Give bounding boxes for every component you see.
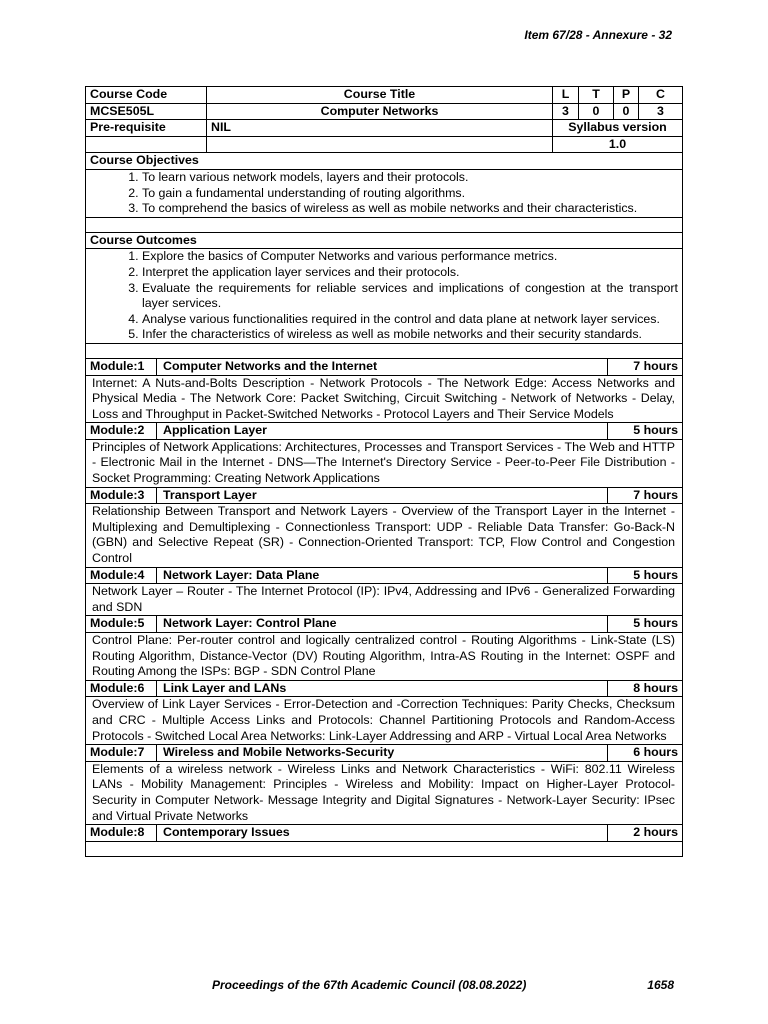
module-header-cell <box>86 680 683 697</box>
prerequisite-value: NIL <box>207 120 553 137</box>
prerequisite-label: Pre-requisite <box>86 120 207 137</box>
p-label: P <box>614 87 639 104</box>
page-number: 1658 <box>647 978 674 992</box>
module-header <box>86 681 682 697</box>
module-hours: 2 hours <box>607 825 682 841</box>
objectives-row <box>86 169 683 217</box>
module-hours: 7 hours <box>607 488 682 504</box>
outcome-item: 4. Analyse various functionalities required in the control and data plane at network layer services. <box>142 312 678 328</box>
outcome-item: 5. Infer the characteristics of wireless as well as mobile networks and their security standards. <box>142 327 678 343</box>
module-content-row <box>86 584 683 616</box>
outcomes-heading-row <box>86 232 683 249</box>
t-label: T <box>579 87 614 104</box>
module-content: Principles of Network Applications: Architectures, Processes and Transport Services - The Web and HTTP - Electronic Mail in the Internet - DNS—The Internet's Directory Service - Peer-to-Peer File Distribution - Socket Programming: Creating Network Applications <box>86 439 683 487</box>
spacer-row <box>86 217 683 232</box>
course-code: MCSE505L <box>86 103 207 120</box>
module-number: Module:4 <box>86 568 157 584</box>
module-header-row <box>86 567 683 584</box>
module-header-cell <box>86 825 683 842</box>
module-header-cell <box>86 567 683 584</box>
objectives-heading: Course Objectives <box>86 153 683 170</box>
module-number: Module:6 <box>86 681 157 697</box>
empty-cell <box>86 136 207 153</box>
module-content <box>86 841 683 856</box>
module-header-cell <box>86 745 683 762</box>
module-title: Contemporary Issues <box>163 825 290 840</box>
objective-item: 1. To learn various network models, layers and their protocols. <box>142 170 678 186</box>
module-header <box>86 568 682 584</box>
module-content: Network Layer – Router - The Internet Protocol (IP): IPv4, Addressing and IPv6 - Generalized Forwarding and SDN <box>86 584 683 616</box>
spacer-cell <box>86 217 683 232</box>
module-content-row <box>86 697 683 745</box>
module-number: Module:1 <box>86 359 157 375</box>
course-title-label: Course Title <box>207 87 553 104</box>
module-hours: 7 hours <box>607 359 682 375</box>
module-content: Elements of a wireless network - Wireless Links and Network Characteristics - WiFi: 802.11 Wireless LANs - Mobility Management: Principles - Wireless and Mobility: Impact on Higher-Layer Protocol- Security in Computer Network- Message Integrity and Digital Signatures - Network-Layer Security: IPsec and Virtual Private Networks <box>86 761 683 824</box>
module-content-row <box>86 375 683 423</box>
outcome-item: 1. Explore the basics of Computer Networks and various performance metrics. <box>142 249 678 265</box>
course-header-row <box>86 87 683 104</box>
module-title: Computer Networks and the Internet <box>163 358 378 373</box>
outcome-item: 3. Evaluate the requirements for reliable services and implications of congestion at the transport layer services. <box>142 281 678 312</box>
outcomes-list <box>90 249 678 343</box>
module-header <box>86 616 682 632</box>
proceedings-text: Proceedings of the 67th Academic Council (08.08.2022) <box>212 978 527 992</box>
module-hours: 5 hours <box>607 568 682 584</box>
l-value: 3 <box>553 103 579 120</box>
module-header-cell <box>86 423 683 440</box>
module-content-row <box>86 761 683 824</box>
module-content: Overview of Link Layer Services - Error-Detection and -Correction Techniques: Parity Checks, Checksum and CRC - Multiple Access Links and Protocols: Channel Partitioning Protocols and Random-Access Protocols - Switched Local Area Networks: Link-Layer Addressing and ARP - Virtual Local Area Networks <box>86 697 683 745</box>
annexure-reference: Item 67/28 - Annexure - 32 <box>524 28 672 42</box>
module-content-row <box>86 439 683 487</box>
module-header-row <box>86 680 683 697</box>
module-title: Wireless and Mobile Networks-Security <box>163 745 395 760</box>
outcomes-row <box>86 249 683 344</box>
module-header <box>86 423 682 439</box>
p-value: 0 <box>614 103 639 120</box>
module-number: Module:5 <box>86 616 157 632</box>
module-title: Network Layer: Data Plane <box>163 567 320 582</box>
module-header-row <box>86 825 683 842</box>
module-number: Module:8 <box>86 825 157 841</box>
course-code-label: Course Code <box>86 87 207 104</box>
module-header <box>86 488 682 504</box>
module-header-row <box>86 358 683 375</box>
module-title: Application Layer <box>163 423 267 438</box>
module-content: Internet: A Nuts-and-Bolts Description - Network Protocols - The Network Edge: Access Networks and Physical Media - The Network Core: Packet Switching, Circuit Switching - Network of Networks - Delay, Loss and Throughput in Packet-Switched Networks - Protocol Layers and Their Service Models <box>86 375 683 423</box>
objective-item: 2. To gain a fundamental understanding of routing algorithms. <box>142 186 678 202</box>
footer <box>212 978 674 992</box>
syllabus-table <box>85 86 683 857</box>
empty-cell <box>207 136 553 153</box>
course-info-row <box>86 103 683 120</box>
module-number: Module:7 <box>86 745 157 761</box>
c-label: C <box>639 87 683 104</box>
course-title: Computer Networks <box>207 103 553 120</box>
l-label: L <box>553 87 579 104</box>
module-hours: 6 hours <box>607 745 682 761</box>
spacer-row <box>86 343 683 358</box>
objective-item: 3. To comprehend the basics of wireless as well as mobile networks and their characteristics. <box>142 201 678 217</box>
module-hours: 5 hours <box>607 616 682 632</box>
module-number: Module:3 <box>86 488 157 504</box>
syllabus-version-value: 1.0 <box>553 136 683 153</box>
module-title: Network Layer: Control Plane <box>163 616 337 631</box>
objectives-heading-row <box>86 153 683 170</box>
module-number: Module:2 <box>86 423 157 439</box>
prerequisite-row <box>86 120 683 137</box>
module-content-row <box>86 633 683 681</box>
module-header-cell <box>86 616 683 633</box>
module-header-row <box>86 423 683 440</box>
outcome-item: 2. Interpret the application layer services and their protocols. <box>142 265 678 281</box>
module-hours: 8 hours <box>607 681 682 697</box>
module-header <box>86 359 682 375</box>
objectives-list <box>90 170 678 217</box>
t-value: 0 <box>579 103 614 120</box>
module-content-row <box>86 841 683 856</box>
outcomes-heading: Course Outcomes <box>86 232 683 249</box>
outcomes-cell <box>86 249 683 344</box>
module-title: Transport Layer <box>163 487 257 502</box>
module-header-cell <box>86 358 683 375</box>
module-title: Link Layer and LANs <box>163 680 287 695</box>
module-content: Relationship Between Transport and Network Layers - Overview of the Transport Layer in the Internet - Multiplexing and Demultiplexing - Connectionless Transport: UDP - Reliable Data Transfer: Go-Back-N (GBN) and Selective Repeat (SR) - Connection-Oriented Transport: TCP, Flow Control and Congestion Control <box>86 504 683 567</box>
module-header <box>86 745 682 761</box>
module-header-cell <box>86 487 683 504</box>
objectives-cell <box>86 169 683 217</box>
module-hours: 5 hours <box>607 423 682 439</box>
spacer-cell <box>86 343 683 358</box>
module-header <box>86 825 682 841</box>
module-header-row <box>86 616 683 633</box>
module-content-row <box>86 504 683 567</box>
syllabus-version-label: Syllabus version <box>553 120 683 137</box>
syllabus-document <box>85 86 682 857</box>
module-header-row <box>86 745 683 762</box>
syllabus-version-row <box>86 136 683 153</box>
c-value: 3 <box>639 103 683 120</box>
module-header-row <box>86 487 683 504</box>
module-content: Control Plane: Per-router control and logically centralized control - Routing Algorithms - Link-State (LS) Routing Algorithm, Distance-Vector (DV) Routing Algorithm, Intra-AS Routing in the Internet: OSPF and Routing Among the ISPs: BGP - SDN Control Plane <box>86 633 683 681</box>
